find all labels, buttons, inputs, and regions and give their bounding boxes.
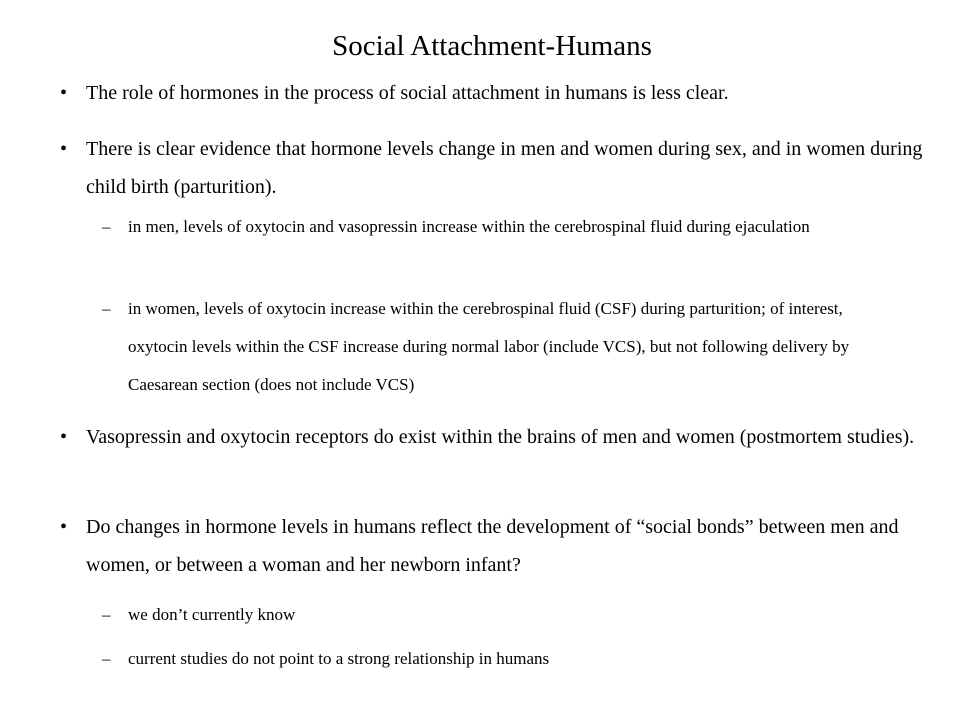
bullet-marker: •	[60, 82, 68, 104]
sub-bullet-text: we don’t currently know	[128, 605, 296, 624]
sub-bullet-text: current studies do not point to a strong relationship in humans	[128, 649, 550, 668]
bullet-marker: •	[60, 426, 68, 448]
sub-bullet-item	[102, 596, 898, 634]
sub-bullet-text: in women, levels of oxytocin increase within the cerebrospinal fluid (CSF) during parturition; of interest, oxytocin levels within the CSF increase during normal labor (include VCS), but not following delivery by Caesarean section (does not include VCS)	[128, 299, 850, 394]
sub-bullet-marker: –	[102, 605, 111, 624]
bullet-marker: •	[60, 516, 68, 538]
sub-bullet-marker: –	[102, 217, 111, 236]
bullet-item	[60, 418, 936, 456]
bullet-marker: •	[60, 138, 68, 160]
sub-bullet-marker: –	[102, 299, 111, 318]
sub-bullet-marker: –	[102, 649, 111, 668]
slide-title: Social Attachment-Humans	[332, 30, 652, 62]
sub-bullet-item	[102, 208, 898, 246]
bullet-item	[60, 508, 936, 584]
bullet-text: Vasopressin and oxytocin receptors do exist within the brains of men and women (postmortem studies).	[86, 426, 915, 448]
sub-bullet-item	[102, 640, 898, 678]
bullet-text: There is clear evidence that hormone levels change in men and women during sex, and in women during child birth (parturition).	[86, 138, 923, 198]
bullet-text: The role of hormones in the process of social attachment in humans is less clear.	[86, 82, 729, 104]
sub-bullet-text: in men, levels of oxytocin and vasopressin increase within the cerebrospinal fluid during ejaculation	[128, 217, 810, 236]
bullet-text: Do changes in hormone levels in humans reflect the development of “social bonds” between men and women, or between a woman and her newborn infant?	[86, 516, 899, 576]
sub-bullet-item	[102, 290, 898, 404]
bullet-item	[60, 74, 936, 112]
bullet-item	[60, 130, 936, 206]
